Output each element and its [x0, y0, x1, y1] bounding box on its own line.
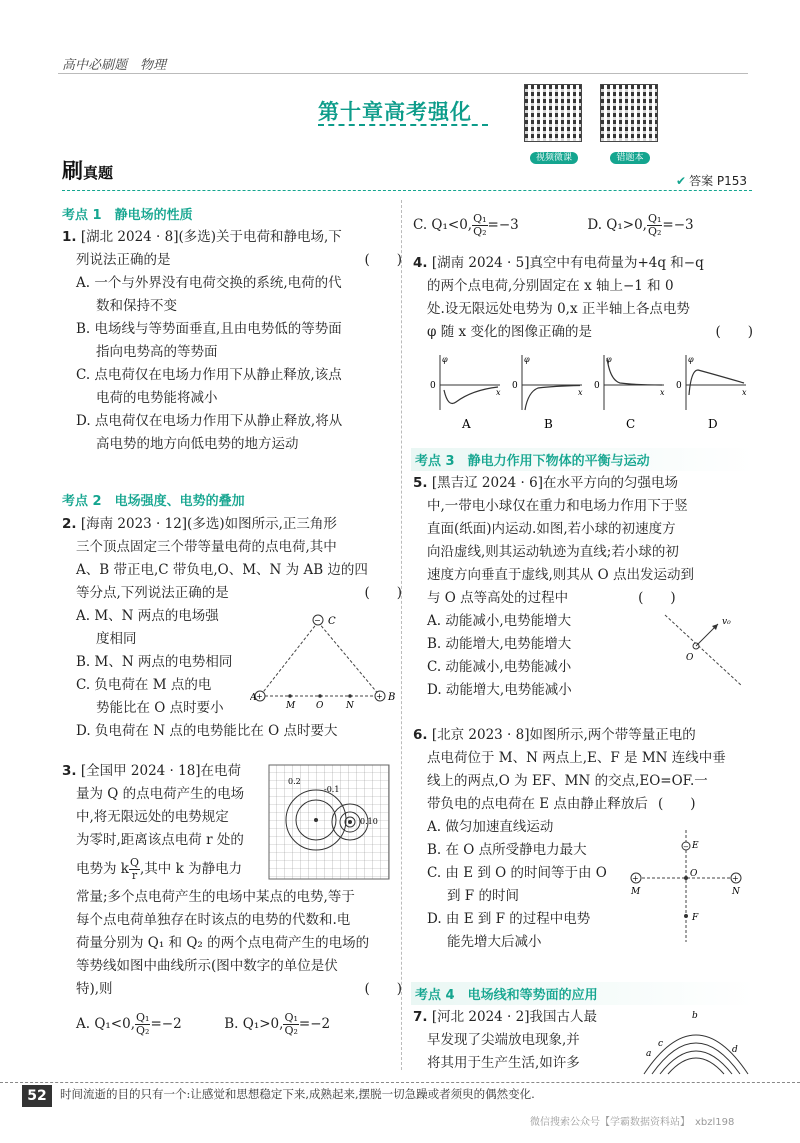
q6-figure: [622, 826, 752, 946]
svg-text:φ: φ: [442, 355, 448, 364]
svg-text:−: −: [683, 843, 689, 851]
label-n: N: [732, 887, 740, 897]
label-c: c: [658, 1039, 664, 1049]
qr-video-caption: 视频微课: [530, 152, 578, 164]
q2-option-c[interactable]: C. 负电荷在 M 点的电 势能比在 O 点时要小: [76, 677, 224, 716]
svg-text:C: C: [626, 417, 636, 431]
brand-mark: [62, 155, 113, 185]
q3-option-d[interactable]: D. Q₁>0, $\frac{\text{Q₁}}{\text{Q₂}}$ =−3: [587, 212, 694, 238]
q7-field-figure: [640, 1006, 752, 1076]
label-b: B: [388, 692, 396, 703]
label-b: b: [692, 1011, 698, 1021]
brand-sub: 真题: [83, 164, 114, 182]
label-a: A: [250, 693, 257, 703]
svg-text:0: 0: [512, 381, 518, 391]
q2-option-a[interactable]: A. M、N 两点的电场强 度相同: [76, 608, 219, 647]
svg-text:x: x: [742, 388, 747, 397]
section-heading-4: 考点 4 电场线和等势面的应用: [411, 982, 755, 1005]
q1-option-b[interactable]: B. 电场线与等势面垂直,且由电势低的等势面 指向电势高的等势面: [76, 321, 342, 360]
svg-text:+: +: [376, 692, 383, 701]
header-divider: [58, 73, 748, 74]
q3-option-c[interactable]: C. Q₁<0, $\frac{\text{Q₁}}{\text{Q₂}}$ =−3: [413, 212, 519, 238]
footer-motto: 时间流逝的目的只有一个:让感觉和思想稳定下来,成熟起来,摆脱一切急躁或者须臾的偶然变化.: [60, 1087, 535, 1101]
q4-graph-a: [430, 355, 501, 431]
footer-divider: [0, 1082, 800, 1084]
q5-figure: [660, 610, 750, 690]
q5-option-d[interactable]: D. 动能增大,电势能减小: [427, 682, 572, 698]
label-o: O: [316, 701, 324, 710]
chapter-underline: [318, 124, 488, 126]
qr-video[interactable]: [524, 84, 584, 164]
svg-text:B: B: [544, 417, 553, 431]
label-m: M: [286, 701, 296, 710]
page-number: 52: [22, 1085, 52, 1107]
q1-option-d[interactable]: D. 点电荷仅在电场力作用下从静止释放,将从 高电势的地方向低电势的地方运动: [76, 413, 343, 452]
label-neg-0-1: -0.1: [324, 785, 340, 794]
question-2: 2. [海南 2023 · 12](多选)如图所示,正三角形 三个顶点固定三个带等量电荷的点电荷,其中 A、B 带正电,C 带负电,O、M、N 为 AB 边的四 等分点,下列说法正确的是 ( ) A. M、N 两点的电场强 度相同 B. M、N 两点的电势相同 C. 负电荷在 M 点的电 势能比在 O 点时要小 D. 负电荷在 N 点的电势能比在 O 点时要大: [62, 513, 402, 743]
q3-equipotential-figure: [268, 764, 390, 880]
label-c: C: [328, 616, 336, 627]
brand-divider: [62, 190, 752, 191]
svg-text:φ: φ: [606, 355, 612, 364]
q2-option-b[interactable]: B. M、N 两点的电势相同: [76, 654, 233, 670]
q2-triangle-figure: [250, 610, 400, 710]
q5-option-b[interactable]: B. 动能增大,电势能增大: [427, 636, 572, 652]
svg-text:x: x: [496, 388, 501, 397]
qr-mistakes[interactable]: [600, 84, 660, 164]
svg-text:D: D: [708, 417, 718, 431]
chapter-title: 第十章高考强化: [318, 100, 472, 124]
q3-options-cd: [413, 208, 753, 242]
question-6: 6. [北京 2023 · 8]如图所示,两个带等量正电的 点电荷位于 M、N 两点上,E、F 是 MN 连线中垂 线上的两点,O 为 EF、MN 的交点,EO=OF.一 带负电的点电荷在 E 点由静止释放后 ( ) A. 做匀加速直线运动 B. 在 O 点所受静电力最大 C. 由 E 到 O 的时间等于由 O 到 F 的时间 D. 由 E 到 F 的过程中电势 能先增大后减小: [413, 724, 753, 954]
q1-option-a[interactable]: A. 一个与外界没有电荷交换的系统,电荷的代 数和保持不变: [76, 275, 342, 314]
svg-text:x: x: [660, 388, 665, 397]
q4-graph-d: [676, 355, 747, 431]
q4-graph-options: [422, 350, 752, 435]
q5-option-c[interactable]: C. 动能减小,电势能减小: [427, 659, 572, 675]
svg-text:0: 0: [594, 381, 600, 391]
q5-option-a[interactable]: A. 动能减小,电势能增大: [427, 613, 572, 629]
label-a: a: [646, 1049, 652, 1059]
label-f: F: [692, 913, 699, 923]
question-5: 5. [黑吉辽 2024 · 6]在水平方向的匀强电场 中,一带电小球仅在重力和电场力作用下于竖 直面(纸面)内运动.如图,若小球的初速度方 向沿虚线,则其运动轨迹为直线;若小球的初 速度方向垂直于虚线,则其从 O 点出发运动到 与 O 点等高处的过程中 ( ) A. 动能减小,电势能增大 B. 动能增大,电势能增大 C. 动能减小,电势能减小 D. 动能增大,电势能减小: [413, 472, 753, 702]
q3-option-a[interactable]: A. Q₁<0, $\frac{\text{Q₁}}{\text{Q₂}}$ =−2: [76, 1011, 182, 1037]
section-heading-3: 考点 3 静电力作用下物体的平衡与运动: [411, 448, 755, 471]
qr-code-icon: [600, 84, 658, 142]
section-heading-1: 考点 1 静电场的性质: [62, 208, 193, 223]
svg-text:0: 0: [430, 381, 436, 391]
svg-text:A: A: [462, 417, 471, 431]
label-0-10: 0.10: [360, 817, 378, 826]
watermark: 微信搜索公众号【学霸数据资料站】 xbzl198: [530, 1117, 735, 1128]
question-7: 7. [河北 2024 · 2]我国古人最 早发现了尖端放电现象,并 将其用于生产生活,如许多: [413, 1009, 597, 1071]
check-icon: ✔: [676, 174, 687, 188]
q1-option-c[interactable]: C. 点电荷仅在电场力作用下从静止释放,该点 电荷的电势能将减小: [76, 367, 342, 406]
q4-graph-b: [512, 355, 583, 431]
svg-text:φ: φ: [524, 355, 530, 364]
q4-graph-c: [594, 355, 665, 431]
label-e: E: [692, 841, 699, 851]
svg-text:+: +: [256, 692, 263, 701]
q6-option-c[interactable]: C. 由 E 到 O 的时间等于由 O 到 F 的时间: [427, 865, 607, 904]
q6-option-b[interactable]: B. 在 O 点所受静电力最大: [427, 842, 587, 858]
question-4: 4. [湖南 2024 · 5]真空中有电荷量为+4q 和−q 的两个点电荷,分别固定在 x 轴上−1 和 0 处.设无限远处电势为 0,x 正半轴上各点电势 φ 随 x 变化的图像正确的是 ( ): [413, 255, 753, 340]
q6-option-a[interactable]: A. 做匀加速直线运动: [427, 819, 554, 835]
svg-text:+: +: [732, 874, 739, 883]
section-heading-2: 考点 2 电场强度、电势的叠加: [62, 494, 245, 509]
label-m: M: [631, 887, 641, 897]
answer-reference: ✔ 答案 P153: [676, 174, 748, 188]
q3-option-b[interactable]: B. Q₁>0, $\frac{\text{Q₁}}{\text{Q₂}}$ =−2: [224, 1011, 331, 1037]
label-n: N: [346, 701, 354, 710]
brand-main: 刷: [62, 159, 83, 183]
question-3: 3. [全国甲 2024 · 18]在电荷 量为 Q 的点电荷产生的电场 中,将无限远处的电势规定 为零时,距离该点电荷 r 处的 电势为 k $\frac{Q}{r}$ ,其中 k 为静电力 常量;多个点电荷产生的电场中某点的电势,等于 每个点电荷单独存在时该点的电势的代数和.电 荷量分别为 Q₁ 和 Q₂ 的两个点电荷产生的电场的 等势线如图中曲线所示(图中数字的单位是伏 特),则 ( ) A. Q₁<0, $\frac{\text{Q₁}}{\text{Q₂}}$ =−2 B. Q₁>0, $\frac{\text{Q₁}}{\text{Q₂}}$ =−2: [62, 763, 402, 1037]
label-v0: v₀: [722, 617, 731, 627]
qr-mistakes-caption: 错题本: [610, 152, 649, 164]
qr-code-icon: [524, 84, 582, 142]
label-0-2: 0.2: [288, 777, 301, 786]
label-d: d: [732, 1045, 738, 1055]
svg-text:x: x: [578, 388, 583, 397]
q2-option-d[interactable]: D. 负电荷在 N 点的电势能比在 O 点时要大: [76, 723, 338, 739]
question-1: 1. [湖北 2024 · 8](多选)关于电荷和静电场,下 列说法正确的是 ( ) A. 一个与外界没有电荷交换的系统,电荷的代 数和保持不变 B. 电场线与等势面垂直,且由电势低的等势面 指向电势高的等势面 C. 点电荷仅在电场力作用下从静止释放,该点 电荷的电势能将减小 D. 点电荷仅在电场力作用下从静止释放,将从 高电势的地方向低电势的地方运动: [62, 226, 402, 456]
svg-text:+: +: [632, 874, 639, 883]
svg-text:φ: φ: [688, 355, 694, 364]
svg-text:−: −: [314, 616, 321, 625]
book-title: 高中必刷题 物理: [62, 58, 167, 73]
label-o: O: [686, 653, 694, 663]
svg-text:0: 0: [676, 381, 682, 391]
q6-option-d[interactable]: D. 由 E 到 F 的过程中电势 能先增大后减小: [427, 911, 591, 950]
label-o: O: [690, 869, 698, 879]
